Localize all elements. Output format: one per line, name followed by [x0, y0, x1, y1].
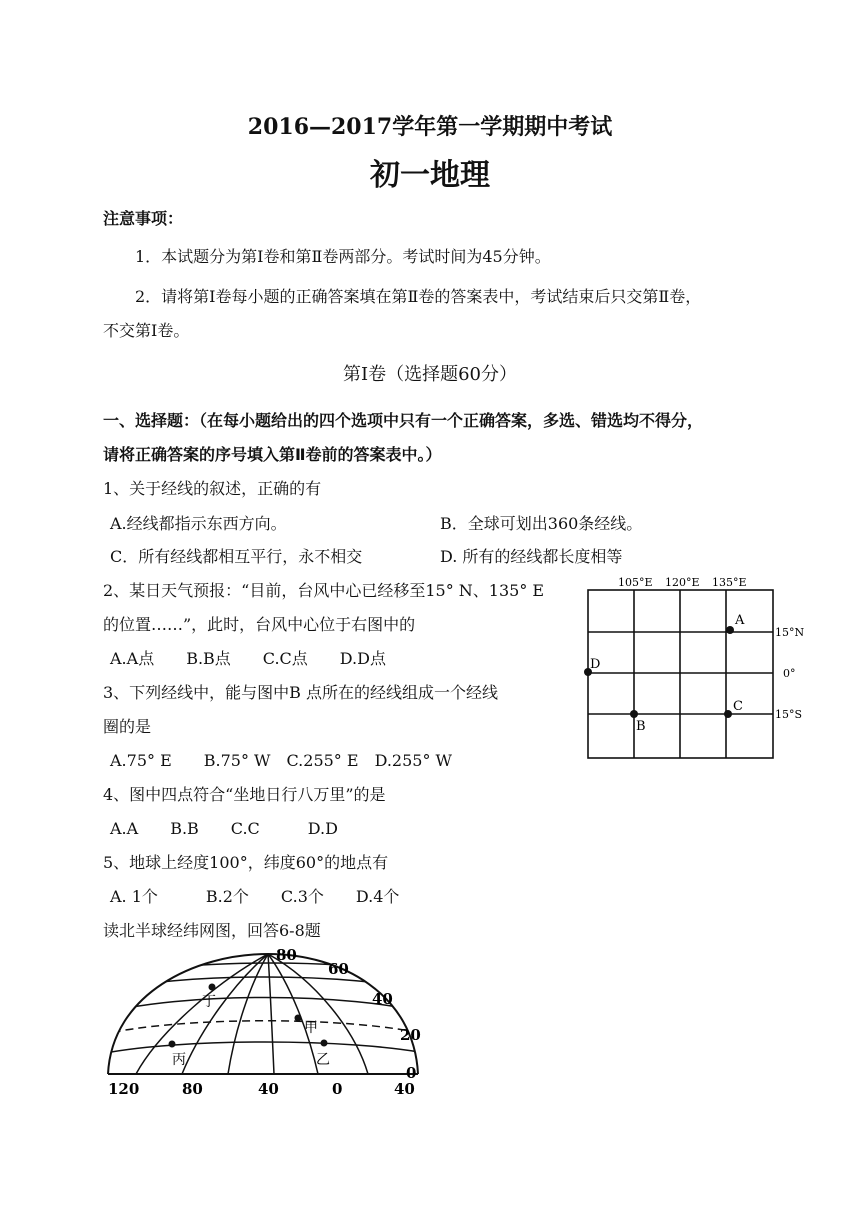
- point-jia-label: 甲: [304, 1020, 318, 1036]
- exam-title: 2016—2017学年第一学期期中考试: [247, 114, 613, 140]
- lon-label-105e: 105°E: [618, 576, 653, 589]
- notice-item-2-line-1: 2．请将第Ⅰ卷每小题的正确答案填在第Ⅱ卷的答案表中，考试结束后只交第Ⅱ卷，: [135, 287, 702, 306]
- q3-stem-line-1: 3、下列经线中，能与图中B 点所在的经线组成一个经线: [103, 683, 499, 702]
- lat-label-15n: 15°N: [775, 626, 805, 639]
- point-b-label: B: [636, 719, 646, 734]
- point-c-marker: [724, 710, 732, 718]
- notice-item-2-line-2: 不交第Ⅰ卷。: [103, 321, 190, 340]
- lat-label-20: 20: [400, 1026, 421, 1044]
- subject-title: 初一地理: [370, 158, 490, 193]
- lat-long-grid-figure: [578, 572, 818, 762]
- lat-label-0: 0: [406, 1064, 417, 1082]
- q1-option-b: B．全球可划出360条经线。: [440, 514, 643, 533]
- q1-stem: 1、关于经线的叙述，正确的有: [103, 479, 322, 498]
- lon-label-135e: 135°E: [712, 576, 747, 589]
- lat-label-80: 80: [276, 946, 297, 964]
- section-title: 第Ⅰ卷（选择题60分）: [342, 364, 517, 385]
- section-instruction-line-1: 一、选择题：（在每小题给出的四个选项中只有一个正确答案，多选、错选均不得分，: [103, 411, 704, 430]
- read-instruction-6-8: 读北半球经纬网图，回答6-8题: [103, 921, 321, 940]
- lat-label-0: 0°: [783, 667, 796, 680]
- lat-label-40: 40: [372, 990, 393, 1008]
- q1-option-c: C．所有经线都相互平行，永不相交: [110, 547, 363, 566]
- point-jia-marker: [295, 1015, 302, 1022]
- q2-stem-line-1: 2、某日天气预报：“目前，台风中心已经移至15° N、135° E: [103, 581, 545, 600]
- point-yi-marker: [321, 1040, 328, 1047]
- point-bing-marker: [169, 1041, 176, 1048]
- q1-option-a: A.经线都指示东西方向。: [110, 514, 287, 533]
- q5-options: A. 1个 B.2个 C.3个 D.4个: [110, 887, 400, 906]
- graticule-lines: [100, 954, 430, 1074]
- lon-label-40-west: 40: [258, 1080, 279, 1098]
- notice-item-1: 1．本试题分为第Ⅰ卷和第Ⅱ卷两部分。考试时间为45分钟。: [135, 247, 551, 266]
- lon-label-120e: 120°E: [665, 576, 700, 589]
- q5-stem: 5、地球上经度100°，纬度60°的地点有: [103, 853, 389, 872]
- point-b-marker: [630, 710, 638, 718]
- point-c-label: C: [733, 699, 743, 714]
- point-bing-label: 丙: [172, 1052, 186, 1068]
- point-d-label: D: [590, 657, 601, 672]
- lon-label-40-east: 40: [394, 1080, 415, 1098]
- point-ding-marker: [209, 984, 216, 991]
- lon-label-0: 0: [332, 1080, 343, 1098]
- hemisphere-outline: [108, 954, 418, 1074]
- q3-options: A.75° E B.75° W C.255° E D.255° W: [110, 751, 452, 770]
- point-ding-label: 丁: [202, 994, 216, 1010]
- point-a-marker: [726, 626, 734, 634]
- notice-heading: 注意事项：: [103, 209, 184, 228]
- q1-option-d: D. 所有的经线都长度相等: [440, 547, 623, 566]
- grid-lines: [588, 590, 773, 758]
- q4-options: A.A B.B C.C D.D: [110, 819, 338, 838]
- q3-stem-line-2: 圈的是: [103, 717, 152, 736]
- section-instruction-line-2: 请将正确答案的序号填入第Ⅱ卷前的答案表中。）: [103, 445, 442, 464]
- lon-label-80: 80: [182, 1080, 203, 1098]
- q2-stem-line-2: 的位置……”，此时，台风中心位于右图中的: [103, 615, 416, 634]
- lat-label-60: 60: [328, 960, 349, 978]
- lat-label-15s: 15°S: [775, 708, 803, 721]
- point-a-label: A: [735, 613, 745, 628]
- lon-label-120: 120: [108, 1080, 140, 1098]
- northern-hemisphere-graticule-figure: [100, 940, 430, 1100]
- q4-stem: 4、图中四点符合“坐地日行八万里”的是: [103, 785, 386, 804]
- point-yi-label: 乙: [316, 1052, 330, 1068]
- q2-options: A.A点 B.B点 C.C点 D.D点: [110, 649, 386, 668]
